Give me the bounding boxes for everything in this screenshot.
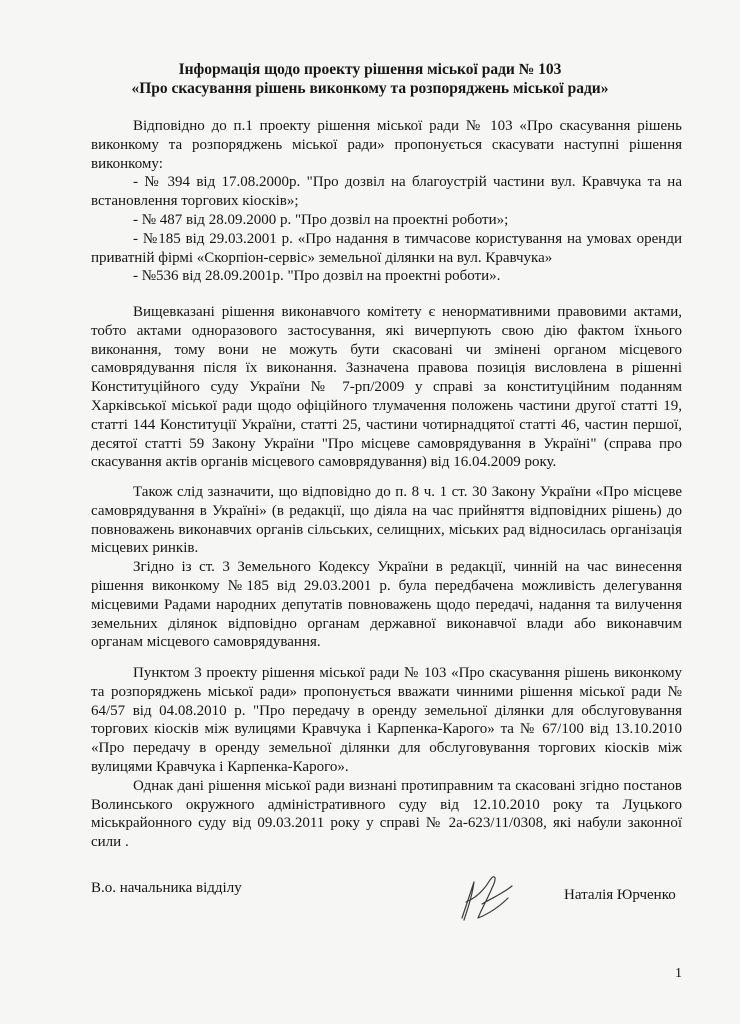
paragraph-point3-block	[91, 664, 682, 852]
list-item-487: - № 487 від 28.09.2000 р. "Про дозвіл на проектні роботи»;	[133, 211, 509, 228]
list-item-394: - № 394 від 17.08.2000р. "Про дозвіл на благоустрій частини вул. Кравчука та на встановлення торгових кіосків»;	[91, 174, 682, 210]
list-item-536: - №536 від 28.09.2001р. "Про дозвіл на проектні роботи».	[133, 268, 501, 285]
paragraph-legal-position-block	[91, 303, 682, 472]
document-title-line1: Інформація щодо проекту рішення міської ради № 103	[178, 61, 562, 78]
handwritten-signature	[452, 868, 522, 928]
paragraph-markets-block	[91, 483, 682, 652]
paragraph-markets: Також слід зазначити, що відповідно до п. 8 ч. 1 ст. 30 Закону України «Про місцеве самоврядування в Україні» (в редакції, що діяла на час прийняття відповідних рішень) до повноважень виконавчих органів сільських, селищних, міських рад відносилась організація місцевих ринків.	[91, 484, 682, 557]
signatory-name: Наталія Юрченко	[564, 887, 676, 903]
paragraph-point3: Пунктом 3 проекту рішення міської ради № 103 «Про скасування рішень виконкому та розпоряджень міської ради» пропонується вважати чинними рішення міської ради № 64/57 від 04.08.2010 р. "Про передачу в оренду земельної ділянки для обслуговування торгових кіосків між вулицями Кравчука і Карпенка-Карого» та № 67/100 від 13.10.2010 «Про передачу в оренду земельної ділянки для обслуговування торгових кіосків між вулицями Кравчука і Карпенка-Карого».	[91, 665, 682, 775]
list-item-185: - №185 від 29.03.2001 р. «Про надання в тимчасове користування на умовах оренди приватній фірмі «Скорпіон-сервіс» земельної ділянки на вул. Кравчука»	[91, 230, 682, 266]
signatory-position: В.о. начальника відділу	[91, 880, 242, 896]
paragraph-court-decisions: Однак дані рішення міської ради визнані протиправним та скасовані згідно постанов Волинського окружного адміністративного суду від 12.10.2010 року та Луцького міськрайонного суду від 09.03.2011 року у справі № 2а-623/11/0308, які набули законної сили .	[91, 777, 682, 851]
document-title-line2: «Про скасування рішень виконкому та розпоряджень міської ради»	[131, 80, 609, 97]
paragraph-legal-position: Вищевказані рішення виконавчого комітету є ненормативними правовими актами, тобто актами одноразового застосування, які вичерпують свою дію фактом їхнього виконання, тому вони не можуть бути скасовані чи змінені органом місцевого самоврядування після їх виконання. Зазначена правова позиція висловлена в рішенні Конституційного суду України № 7-рп/2009 у справі за конституційним поданням Харківської міської ради щодо офіційного тлумачення положень частини другої статті 19, статті 144 Конституції України, статті 25, частини чотирнадцятої статті 46, частин першої, десятої статті 59 Закону України "Про місцеве самоврядування в Україні" (справа про скасування актів органів місцевого самоврядування) від 16.04.2009 року.	[91, 304, 682, 471]
paragraph-intro: Відповідно до п.1 проекту рішення міської ради № 103 «Про скасування рішень виконкому та розпоряджень міської ради» пропонується скасувати наступні рішення виконкому:	[91, 118, 682, 172]
page-number: 1	[675, 966, 682, 981]
paragraph-land-code: Згідно із ст. 3 Земельного Кодексу України в редакції, чинній на час винесення рішення виконкому №185 від 29.03.2001 р. була передбачена можливість делегування місцевими Радами народних депутатів повноважень щодо передачі, надання та вилучення земельних ділянок відповідно органам державної виконавчої влади або виконавчим органам місцевого самоврядування.	[91, 559, 682, 651]
paragraph-intro-block	[91, 117, 682, 286]
